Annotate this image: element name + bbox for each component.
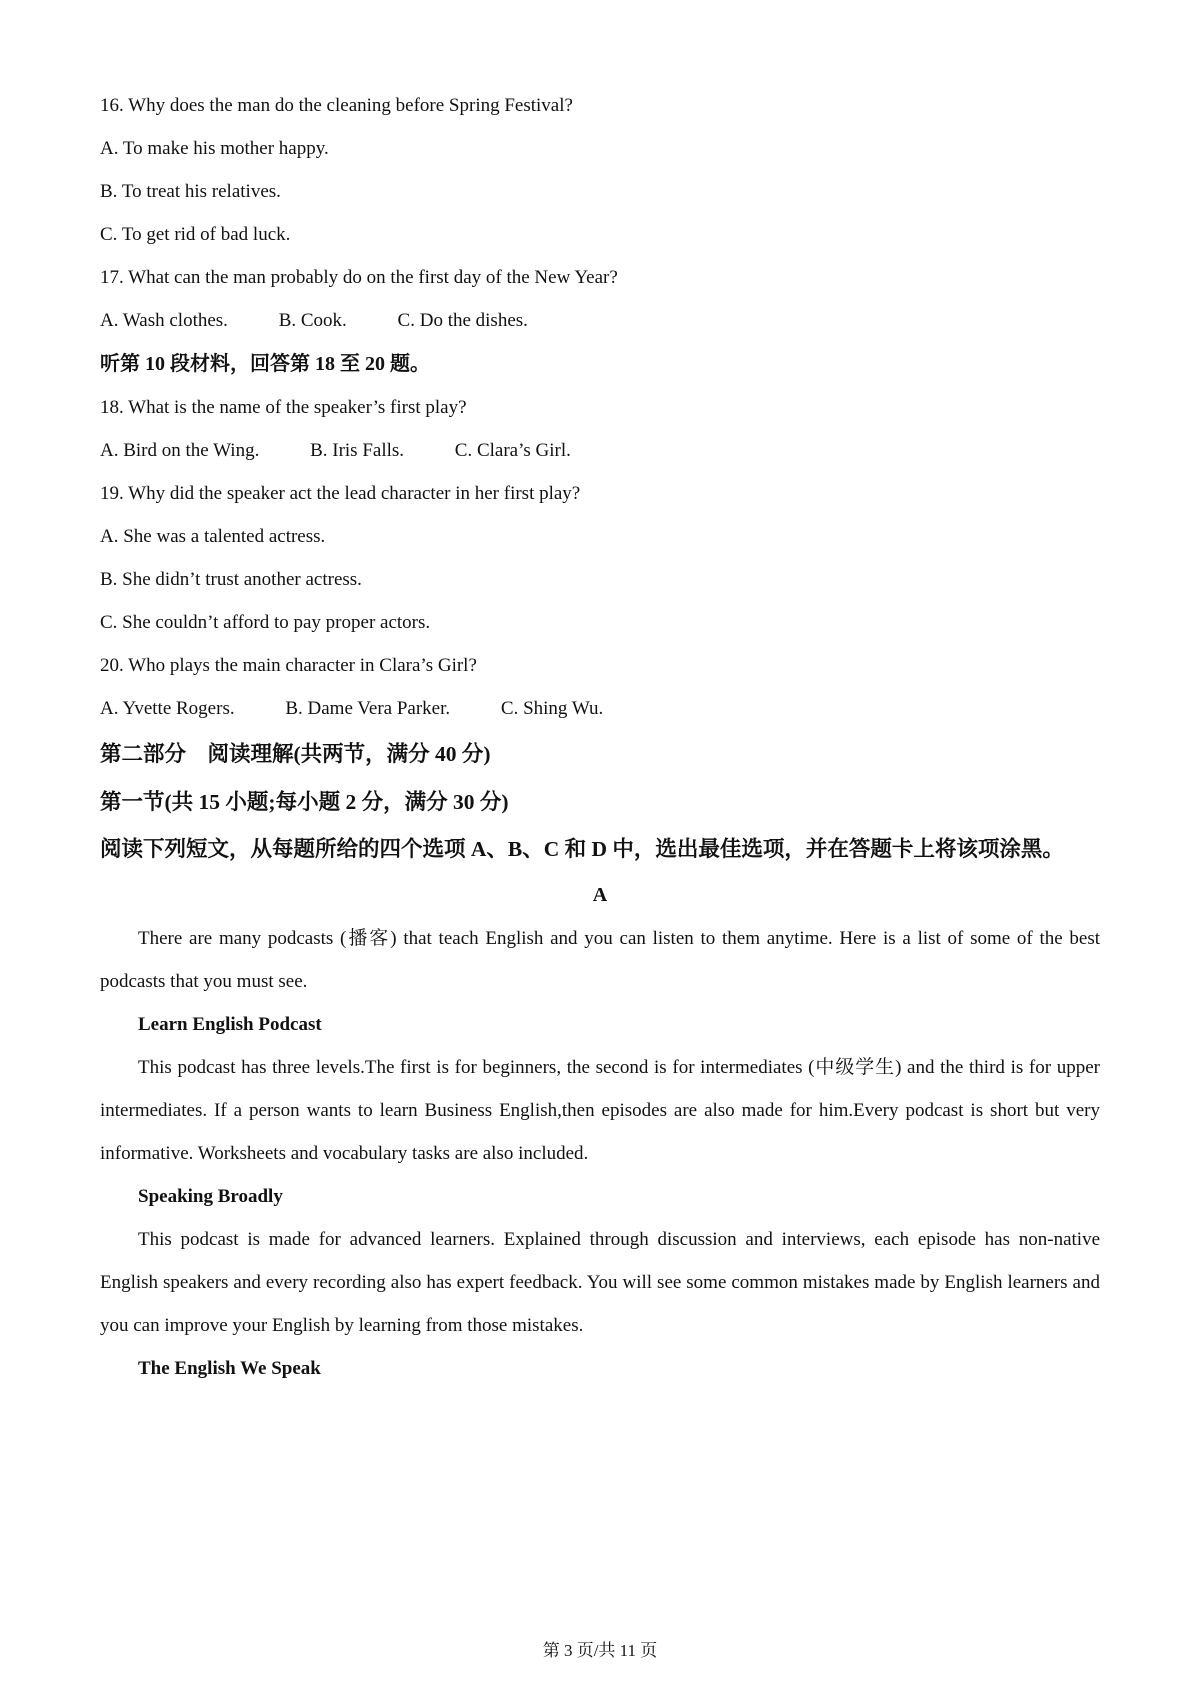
question-16-option-b: B. To treat his relatives. [100,181,281,202]
question-20-options [100,687,1100,730]
question-18-option-a: A. Bird on the Wing. [100,440,260,461]
podcast-desc-learn-english: This podcast has three levels.The first is for beginners, the second is for intermediates (中级学生) and the third is for upper intermediates. If a person wants to learn Business English,then episodes are also made for him.Every podcast is short but very informative. Worksheets and vocabulary tasks are also included. [100,1057,1100,1164]
question-17-options [100,299,1100,342]
podcast-desc-speaking-broadly: This podcast is made for advanced learners. Explained through discussion and interviews, each episode has non-native English speakers and every recording also has expert feedback. You will see some common mistakes made by English learners and you can improve your English by learning from those mistakes. [100,1229,1100,1336]
material-10-note: 听第 10 段材料，回答第 18 至 20 题。 [100,353,430,375]
question-17-stem: 17. What can the man probably do on the first day of the New Year? [100,267,618,288]
question-19-option-a: A. She was a talented actress. [100,526,326,547]
question-17-option-a: A. Wash clothes. [100,310,228,331]
part2-heading: 第二部分 阅读理解(共两节，满分 40 分) [100,742,491,766]
question-19-stem: 19. Why did the speaker act the lead character in her first play? [100,483,581,504]
question-20-option-b: B. Dame Vera Parker. [285,698,451,719]
question-18-option-b: B. Iris Falls. [310,440,405,461]
question-16-option-c: C. To get rid of bad luck. [100,224,291,245]
section1-heading: 第一节(共 15 小题;每小题 2 分，满分 30 分) [100,790,509,814]
question-18-options [100,429,1100,472]
passage-a-label: A [592,884,608,906]
question-18-stem: 18. What is the name of the speaker’s first play? [100,397,467,418]
reading-instructions: 阅读下列短文，从每题所给的四个选项 A、B、C 和 D 中，选出最佳选项，并在答题卡上将该项涂黑。 [100,837,1064,861]
passage-a-intro: There are many podcasts (播客) that teach English and you can listen to them anytime. Here is a list of some of the best podcasts that you must see. [100,928,1100,992]
question-20-option-c: C. Shing Wu. [500,698,604,719]
question-16-stem: 16. Why does the man do the cleaning before Spring Festival? [100,95,573,116]
question-18-option-c: C. Clara’s Girl. [454,440,571,461]
podcast-title-english-we-speak: The English We Speak [138,1358,321,1379]
question-17-option-b: B. Cook. [278,310,347,331]
podcast-title-speaking-broadly: Speaking Broadly [138,1186,283,1207]
question-17-option-c: C. Do the dishes. [397,310,528,331]
question-20-option-a: A. Yvette Rogers. [100,698,235,719]
question-16-option-a: A. To make his mother happy. [100,138,329,159]
question-19-option-b: B. She didn’t trust another actress. [100,569,362,590]
page-number-footer: 第 3 页/共 11 页 [542,1641,658,1660]
question-19-option-c: C. She couldn’t afford to pay proper actors. [100,612,431,633]
podcast-title-learn-english: Learn English Podcast [138,1014,322,1035]
question-20-stem: 20. Who plays the main character in Clara’s Girl? [100,655,477,676]
